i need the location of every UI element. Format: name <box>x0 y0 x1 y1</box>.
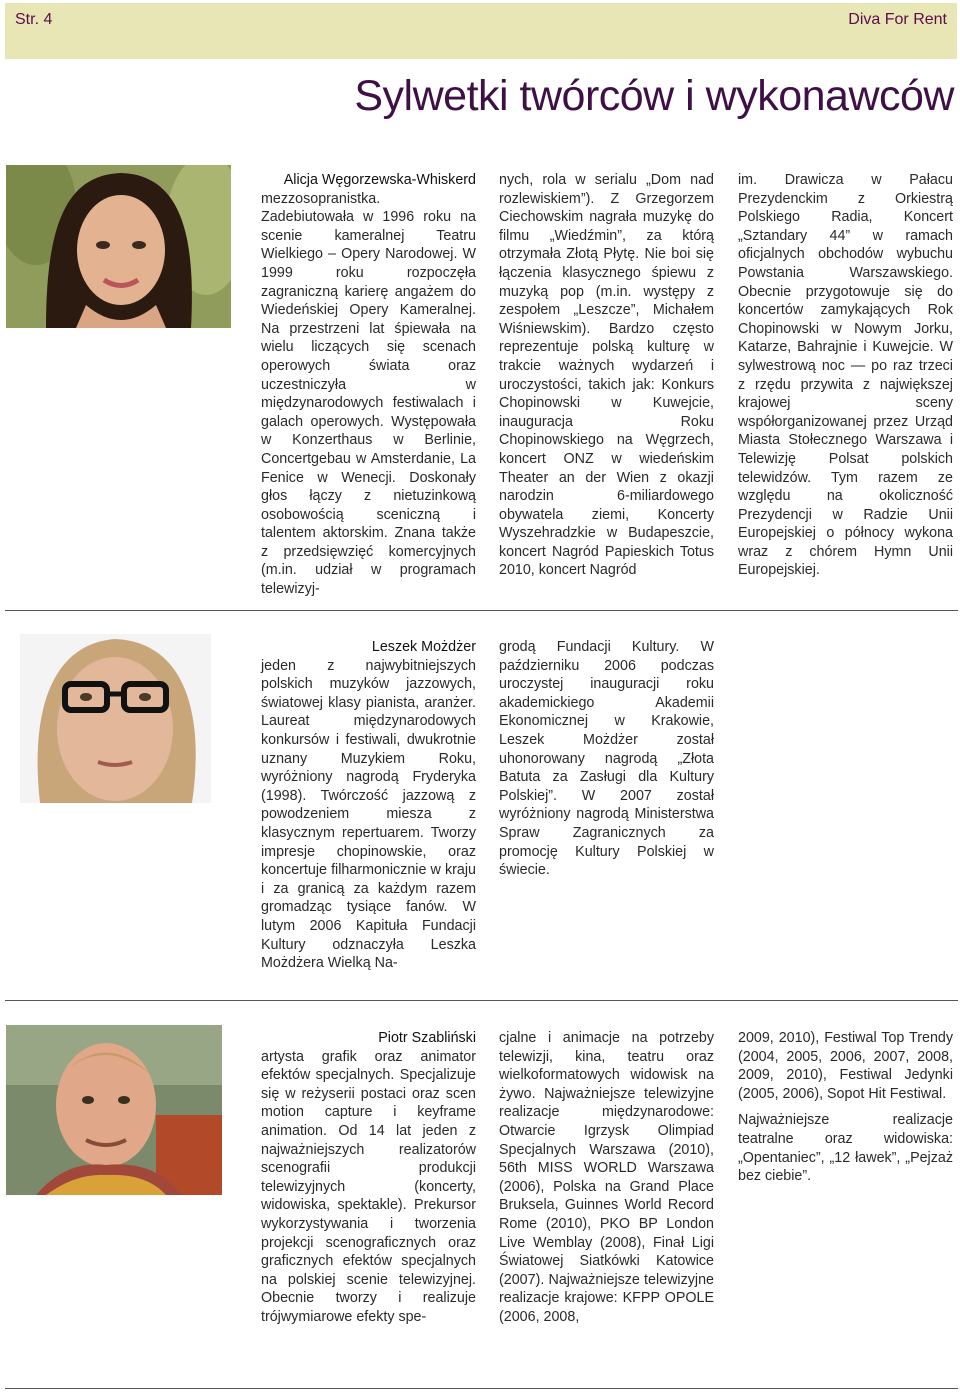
section-divider <box>5 610 958 611</box>
portrait-photo-alicja <box>6 165 231 328</box>
profile-bio-part: im. Drawicza w Pałacu Prezydenckim z Orkiestrą Polskiego Radia, Koncert „Sztandary 44” w ramach oficjalnych obchodów wybuchu Powstania Warszawskiego. Obecnie przygotowuje się do koncertów zamykających Rok Chopinowski w Nowym Jorku, Katarze, Bahrajnie i Kuwejcie. W sylwestrową noc — po raz trzeci z rzędu przywita z największej krajowej sceny współorganizowanej przez Urząd Miasta Stołecznego Warszawa i Telewizję Polsat polskich telewidzów. Tym razem ze względu na okoliczność Prezydencji w Radzie Unii Europejskiej o północy wykona wraz z chórem Hymn Unii Europejskiej. <box>738 172 953 579</box>
profile-bio-part: 2009, 2010), Festiwal Top Trendy (2004, 2005, 2006, 2007, 2008, 2009, 2010), Festiwal Jedynki (2005, 2006), Sopot Hit Festiwal. <box>738 1030 953 1102</box>
profile-bio-part: mezzosopranistka. Zadebiutowała w 1996 roku na scenie kameralnej Teatru Wielkiego – Opery Narodowej. W 1999 roku rozpoczęła zagraniczną karierę angażem do Wiedeńskiej Opery Kameralnej. Na przestrzeni lat śpiewała na wielu liczących się scenach operowych świata oraz uczestniczyła w międzynarodowych festiwalach i galach operowych. Występowała w Konzerthaus w Berlinie, Concertgebau w Amsterdanie, La Fenice w Wenecji. Doskonały głos łączy z nietuzinkową osobowością sceniczną i talentem aktorskim. Znana także z przedsięwzięć komercyjnych (m.in. udział w programach telewizyj- <box>261 190 476 598</box>
section-divider <box>5 1000 958 1001</box>
profile-alicja-col-2 <box>499 171 714 580</box>
page-bottom-rule <box>5 1388 958 1389</box>
profile-piotr-col-2 <box>499 1029 714 1327</box>
profile-piotr-col-1 <box>261 1029 476 1327</box>
profile-bio-part: artysta grafik oraz animator efektów specjalnych. Specjalizuje się w reżyserii postaci oraz scen motion capture i keyframe animation. Od 14 lat jeden z najważniejszych realizatorów scenografii produkcji telewizyjnych (koncerty, widowiska, spektakle). Prekursor wykorzystywania i tworzenia projekcji scenograficznych oraz graficznych efektów specjalnych na polskiej scenie telewizyjnej. Obecnie tworzy i realizuje trójwymiarowe efekty spe- <box>261 1048 476 1325</box>
page-title: Sylwetki twórców i wykonawców <box>354 72 954 120</box>
page-header <box>5 3 957 59</box>
profile-bio-part: nych, rola w serialu „Dom nad rozlewiskiem”). Z Grzegorzem Ciechowskim nagrała muzykę do filmu „Wiedźmin”, za którą otrzymała Złotą Płytę. Nie boi się łączenia klasycznego śpiewu z muzyką pop (m.in. występy z zespołem „Leszcze”, Michałem Wiśniewskim). Bardzo często reprezentuje polską kulturę w trakcie ważnych wydarzeń i uroczystości, takich jak: Konkurs Chopinowski w Kuwejcie, inauguracja Roku Chopinowskiego na Węgrzech, koncert ONZ w wiedeńskim Theater an der Wien z okazji narodzin 6-miliardowego obywatela ziemi, Koncerty Wyszehradzkie w Budapeszcie, koncert Nagród Papieskich Totus 2010, koncert Nagród <box>499 172 714 579</box>
profile-leszek-col-1 <box>261 638 476 973</box>
profile-bio-part: Najważniejsze realizacje teatralne oraz widowiska: „Opentaniec”, „12 ławek”, „Pejzaż bez ciebie”. <box>738 1112 953 1185</box>
profile-bio-part: jeden z najwybitniejszych polskich muzyków jazzowych, światowej klasy pianista, aranżer. Laureat międzynarodowych konkursów i festiwali, dwukrotnie uznany Muzykiem Roku, wyróżniony nagrodą Fryderyka (1998). Twórczość jazzową z powodzeniem miesza z klasycznym repertuarem. Tworzy impresje chopinowskie, oraz koncertuje filharmonicznie w kraju i za granicą za każdym razem gromadząc tysiące fanów. W lutym 2006 Kapituła Fundacji Kultury odznaczyła Leszka Możdżera Wielką Na- <box>261 657 476 972</box>
profile-name: Piotr Szabliński <box>378 1030 476 1046</box>
profile-bio-part: cjalne i animacje na potrzeby telewizji, kina, teatru oraz wielkoformatowych widowisk na żywo. Najważniejsze telewizyjne realizacje międzynarodowe: Otwarcie Igrzysk Olimpiad Specjalnych Warszawa (2010), 56th MISS WORLD Warszawa (2006), Polska na Grand Place Bruksela, Guinnes World Record Rome (2010), PKO BP London Live Wemblay (2008), Finał Ligi Światowej Siatkówki Katowice (2007). Najważniejsze telewizyjne realizacje krajowe: KFPP OPOLE (2006, 2008, <box>499 1030 714 1325</box>
portrait-photo-leszek <box>20 634 211 803</box>
profile-bio-part: grodą Fundacji Kultury. W październiku 2006 podczas uroczystej inauguracji roku akademickiego Akademii Ekonomicznej w Krakowie, Leszek Możdżer został uhonorowany nagrodą „Złota Batuta za Zasługi dla Kultury Polskiej”. W 2007 został wyróżniony nagrodą Ministerstwa Spraw Zagranicznych za promocję Kultury Polskiej w świecie. <box>499 639 714 879</box>
profile-leszek-col-2 <box>499 638 714 880</box>
profile-alicja-col-3 <box>738 171 953 580</box>
profile-alicja-col-1 <box>261 171 476 599</box>
profile-piotr-col-3 <box>738 1029 953 1194</box>
profile-name: Alicja Węgorzewska-Whiskerd <box>283 172 476 188</box>
profile-name: Leszek Możdżer <box>371 639 476 655</box>
publication-name: Diva For Rent <box>848 11 947 28</box>
portrait-photo-piotr <box>6 1025 222 1195</box>
page-number: Str. 4 <box>15 11 53 28</box>
